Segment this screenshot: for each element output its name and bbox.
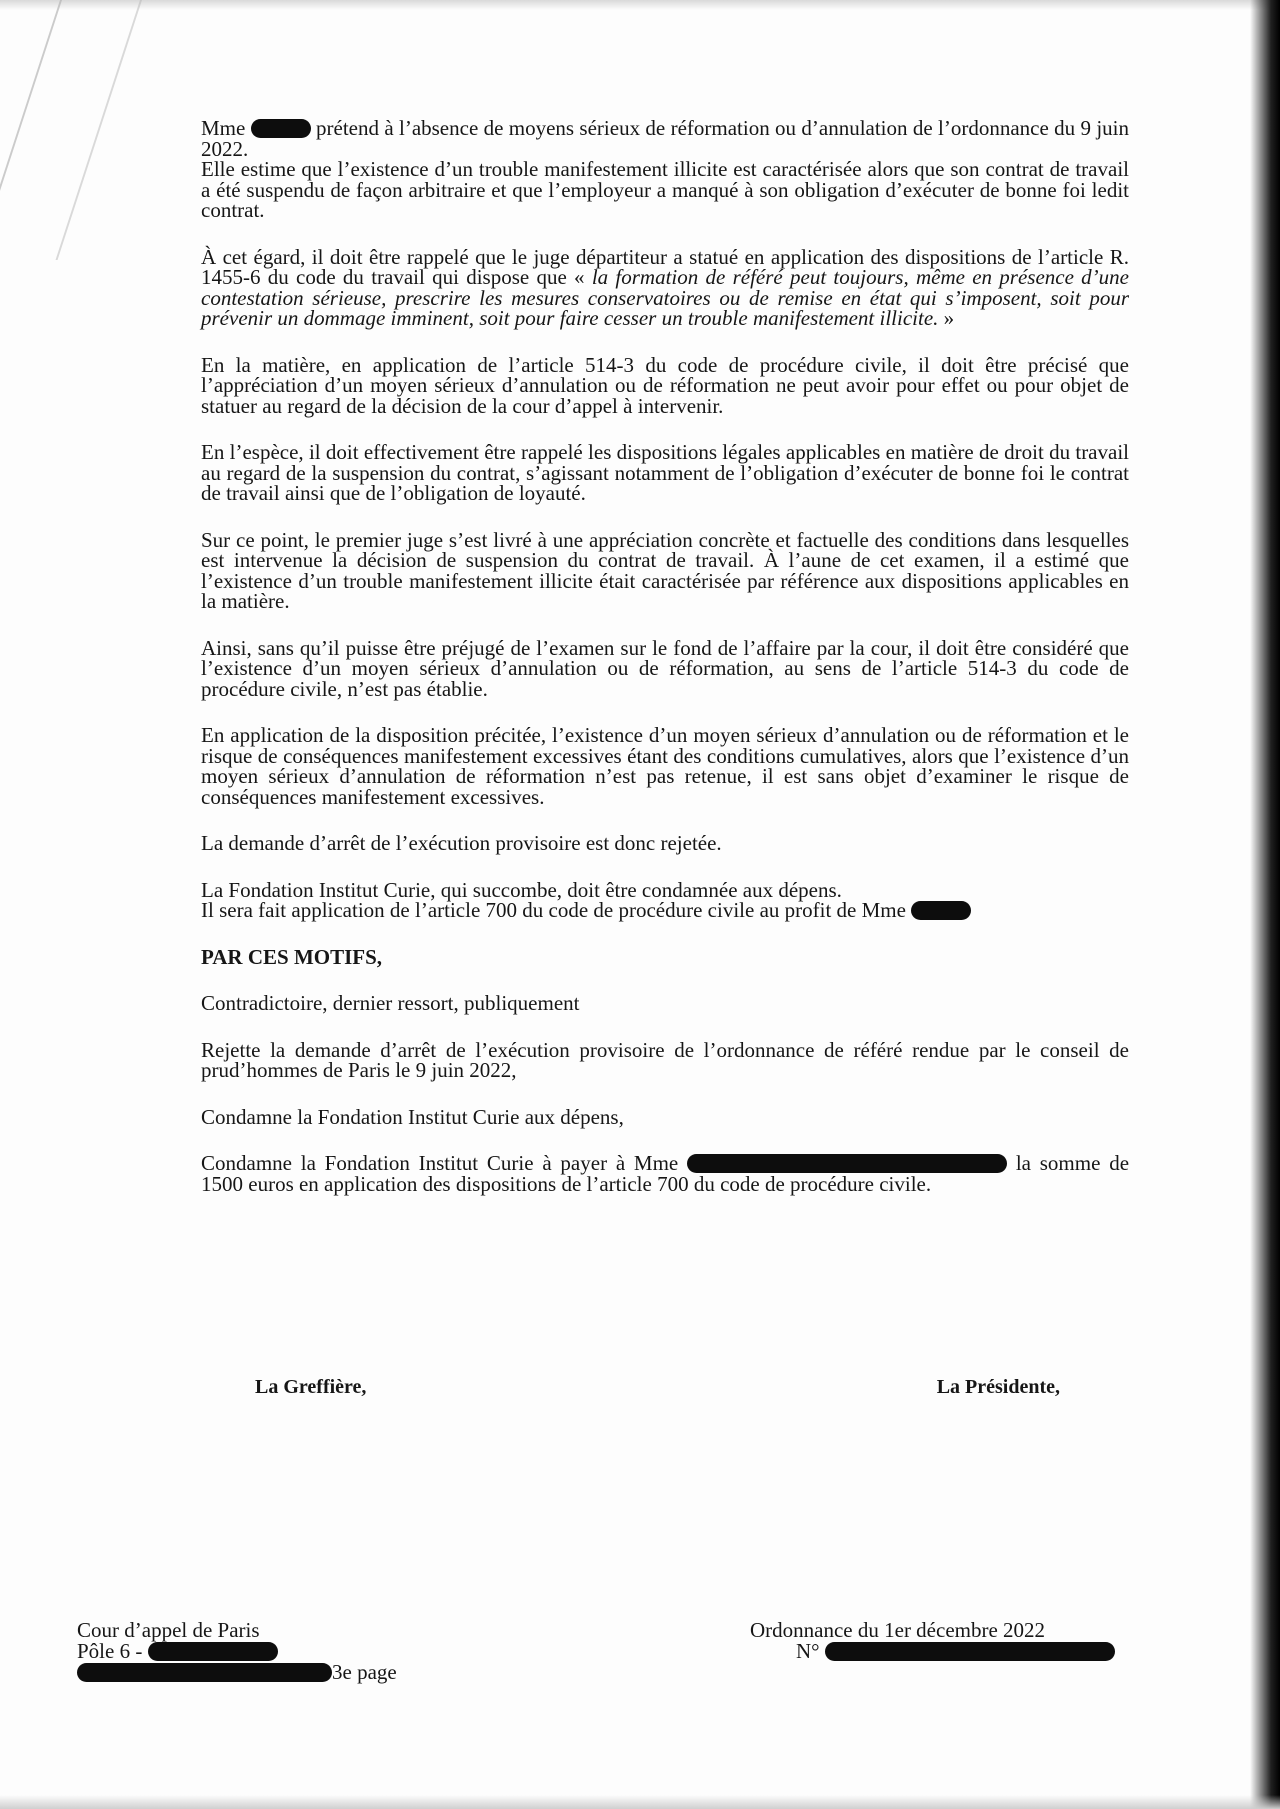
paragraph: Rejette la demande d’arrêt de l’exécution provisoire de l’ordonnance de référé rendue par le conseil de prud’hommes de Paris le 9 juin 2022, xyxy=(201,1037,1129,1082)
redaction-mark xyxy=(825,1642,1115,1661)
signature-block xyxy=(255,1376,1060,1399)
fold-mark xyxy=(0,0,62,420)
signature-greffiere: La Greffière, xyxy=(255,1376,367,1398)
text-fragment: la somme de 1500 euros en application des dispositions de l’article 700 du code de procédure civile. xyxy=(201,1151,1130,1196)
paragraph: En la matière, en application de l’article 514-3 du code de procédure civile, il doit être précisé que l’appréciation d’un moyen sérieux d’annulation ou de réformation ne peut avoir pour effet ou pour objet de statuer au regard de la décision de la cour d’appel à intervenir. xyxy=(201,352,1129,418)
fold-mark xyxy=(56,0,142,260)
signature-presidente: La Présidente, xyxy=(936,1376,1060,1398)
ordonnance-date: Ordonnance du 1er décembre 2022 xyxy=(750,1618,1046,1642)
redaction-mark xyxy=(251,119,311,138)
paragraph xyxy=(201,118,1129,159)
paragraph: La Fondation Institut Curie, qui succombe, doit être condamnée aux dépens. xyxy=(201,877,842,902)
scan-shadow-bottom xyxy=(0,1795,1280,1809)
page-line xyxy=(77,1662,397,1683)
paragraph: En application de la disposition précitée, l’existence d’un moyen sérieux d’annulation ou de réformation et le risque de conséquences manifestement excessives étant des conditions cumulatives, alors que l’existence d’un moyen sérieux d’annulation de réformation n’est pas retenue, il est sans objet d’examiner le risque de conséquences manifestement excessives. xyxy=(201,723,1129,809)
paragraph: Sur ce point, le premier juge s’est livré à une appréciation concrète et factuelle des conditions dans lesquelles est intervenue la décision de suspension du contrat de travail. À l’aune de cet examen, il a estimé que l’existence d’un trouble manifestement illicite était caractérisée par référence aux dispositions applicables en la matière. xyxy=(201,527,1129,613)
paragraph: Ainsi, sans qu’il puisse être préjugé de l’examen sur le fond de l’affaire par la cour, il doit être considéré que l’existence d’un moyen sérieux d’annulation ou de réformation, au sens de l’article 514-3 du code de procédure civile, n’est pas établie. xyxy=(201,635,1129,701)
pole-label: Pôle 6 - xyxy=(77,1639,143,1663)
paragraph xyxy=(201,900,1129,921)
scan-shadow-top xyxy=(0,0,1280,10)
redaction-mark xyxy=(911,901,971,920)
text-fragment: Il sera fait application de l’article 700 du code de procédure civile au profit de Mme xyxy=(201,898,906,922)
text-fragment: À cet égard, il doit être rappelé que le juge départiteur a statué en application des dispositions de l’article R. 1455-6 du code du travail qui dispose que « xyxy=(201,244,1129,289)
paragraph: Contradictoire, dernier ressort, publiquement xyxy=(201,991,580,1015)
text-fragment: Mme xyxy=(201,116,246,140)
scan-shadow-right xyxy=(1250,0,1280,1809)
text-fragment: prétend à l’absence de moyens sérieux de réformation ou d’annulation de l’ordonnance du 9 juin 2022. xyxy=(201,116,1129,161)
case-number-line xyxy=(750,1641,1115,1662)
redaction-mark xyxy=(687,1154,1007,1173)
document-body xyxy=(201,118,1129,1220)
text-fragment: » xyxy=(938,306,955,330)
page-number: 3e page xyxy=(332,1660,397,1684)
redaction-mark xyxy=(77,1663,332,1682)
redaction-mark xyxy=(148,1642,278,1661)
pole-line xyxy=(77,1641,397,1662)
footer-left xyxy=(77,1620,397,1683)
paragraph xyxy=(201,244,1129,330)
paragraph: En l’espèce, il doit effectivement être rappelé les dispositions légales applicables en matière de droit du travail au regard de la suspension du contrat, s’agissant notamment de l’obligation d’exécuter de bonne foi le contrat de travail ainsi que de l’obligation de loyauté. xyxy=(201,440,1129,505)
court-name: Cour d’appel de Paris xyxy=(77,1618,260,1642)
footer-right xyxy=(750,1620,1115,1662)
paragraph: La demande d’arrêt de l’exécution provisoire est donc rejetée. xyxy=(201,831,722,855)
quoted-article: la formation de référé peut toujours, même en présence d’une contestation sérieuse, prescrire les mesures conservatoires ou de remise en état qui s’imposent, soit pour prévenir un dommage imminent, soit pour faire cesser un trouble manifestement illicite. xyxy=(201,265,1129,330)
paragraph: Elle estime que l’existence d’un trouble manifestement illicite est caractérisée alors que son contrat de travail a été suspendu de façon arbitraire et que l’employeur a manqué à son obligation d’exécuter de bonne foi ledit contrat. xyxy=(201,157,1129,222)
paragraph: Condamne la Fondation Institut Curie aux dépens, xyxy=(201,1104,624,1129)
text-fragment: Condamne la Fondation Institut Curie à payer à Mme xyxy=(201,1151,679,1175)
paragraph xyxy=(201,1153,1129,1194)
section-heading: PAR CES MOTIFS, xyxy=(201,944,383,969)
case-number-label: N° xyxy=(796,1639,820,1663)
